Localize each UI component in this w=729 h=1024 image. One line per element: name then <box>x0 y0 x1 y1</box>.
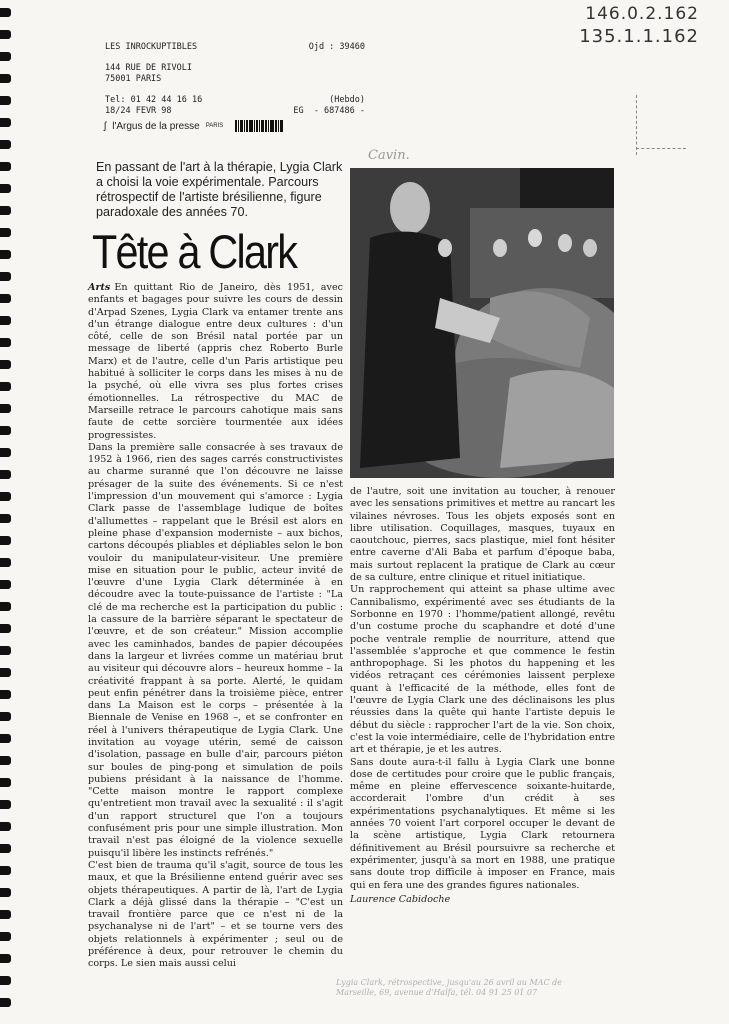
pencil-note: Cavin. <box>368 148 410 163</box>
spiral-ring <box>0 668 11 677</box>
spiral-ring <box>0 910 11 919</box>
author-signature: Laurence Cabidoche <box>350 893 451 905</box>
agency-name: l'Argus de la presse <box>112 120 200 132</box>
spiral-ring <box>0 976 11 985</box>
article-photo <box>350 168 614 478</box>
section-label: Arts <box>88 282 111 293</box>
spiral-ring <box>0 844 11 853</box>
barcode-icon <box>235 120 283 132</box>
publication-name: LES INROCKUPTIBLES <box>105 42 198 52</box>
spiral-ring <box>0 118 11 127</box>
spiral-ring <box>0 602 11 611</box>
agency-city: PARIS <box>205 123 224 129</box>
spiral-ring <box>0 404 11 413</box>
spiral-ring <box>0 954 11 963</box>
spiral-ring <box>0 580 11 589</box>
spiral-ring <box>0 382 11 391</box>
spiral-ring <box>0 338 11 347</box>
spiral-ring <box>0 360 11 369</box>
spiral-ring <box>0 690 11 699</box>
argus-logo-icon: ʃ <box>104 120 107 132</box>
issue-date: 18/24 FEVR 98 <box>105 106 172 116</box>
spiral-ring <box>0 250 11 259</box>
spiral-ring <box>0 998 11 1007</box>
spiral-ring <box>0 492 11 501</box>
crop-mark-vertical <box>636 95 637 155</box>
article-column-1 <box>88 282 343 971</box>
spiral-ring <box>0 888 11 897</box>
spiral-ring <box>0 272 11 281</box>
spiral-ring <box>0 8 11 17</box>
spiral-ring <box>0 448 11 457</box>
spiral-ring <box>0 52 11 61</box>
spiral-ring <box>0 712 11 721</box>
argus-stamp <box>104 120 283 132</box>
spiral-ring <box>0 294 11 303</box>
address-line-2: 75001 PARIS <box>105 74 162 84</box>
spiral-ring <box>0 426 11 435</box>
photo-illustration <box>350 168 614 478</box>
crop-mark-horizontal <box>636 148 686 149</box>
address-line-1: 144 RUE DE RIVOLI <box>105 63 192 73</box>
spiral-ring <box>0 228 11 237</box>
spiral-ring <box>0 536 11 545</box>
spiral-ring <box>0 778 11 787</box>
paragraph-3: C'est bien de trauma qu'il s'agit, source de tous les maux, et que la Brésilienne entend guérir avec ses objets thérapeutiques. A partir de là, l'art de Lygia Clark a déjà glissé dans la thérapie – "C'est un travail frontière parce que ce n'est ni de la psychanalyse ni de l'art" – et se tourne vers des objets relationnels à expérimenter ; seul ou de préférence à deux, pour retrouver le chemin du corps. Le sien mais aussi celui <box>88 859 343 970</box>
frequency: (Hebdo) <box>329 95 365 105</box>
handwritten-reference-1: 146.0.2.162 <box>585 4 699 24</box>
spiral-ring <box>0 184 11 193</box>
spiral-ring <box>0 514 11 523</box>
spiral-ring <box>0 558 11 567</box>
paragraph-1 <box>88 282 343 442</box>
paragraph-1-text: En quittant Rio de Janeiro, dès 1951, avec enfants et bagages pour suivre les cours de dessin d'Arpad Szenes, Lygia Clark va entamer trente ans d'un étrange dialogue entre deux cultures : d'un côté, celle de son Brésil natal portée par un message de liberté (appris chez Roberto Burle Marx) et de l'autre, celle d'un Paris artistique peu habitué à solliciter le corps dans les mises à nu de la psyché, où elle vivra ses plus fortes crises émotionnelles. La rétrospective du MAC de Marseille retrace le parcours cahotique mais sans faute de cette sorcière tourmentée aux idées progressistes. <box>88 282 343 441</box>
article-lead: En passant de l'art à la thérapie, Lygia Clark a choisi la voie expérimentale. Parcours rétrospectif de l'artiste brésilienne, figure paradoxale des années 70. <box>96 160 343 219</box>
spiral-ring <box>0 800 11 809</box>
ojd-number: Ojd : 39460 <box>308 42 365 52</box>
spiral-ring <box>0 162 11 171</box>
paragraph-5: Un rapprochement qui atteint sa phase ultime avec Cannibalismo, expérimenté avec ses étudiants de la Sorbonne en 1970 : l'homme/patient allongé, revêtu d'un costume proche du scaphandre et doté d'une poche ventrale remplie de nourriture, attend que l'assemblée s'approche et que commence le festin anthropophage. Si les photos du happening et les vidéos retraçant ces cérémonies laissent perplexe quant à l'efficacité de la méthode, elles font de l'œuvre de Lygia Clark une des déclinaisons les plus réussies dans la quête qui hante l'artiste depuis le début du siècle : rapprocher l'art de la vie. Son choix, c'est la voie intermédiaire, celle de l'hybridation entre art et thérapie, je et les autres. <box>350 584 615 756</box>
article-column-2 <box>350 486 615 906</box>
spiral-ring <box>0 646 11 655</box>
phone: Tel: 01 42 44 16 16 <box>105 95 203 105</box>
spiral-ring <box>0 624 11 633</box>
spiral-ring <box>0 96 11 105</box>
press-clipping-header <box>105 42 365 117</box>
spiral-ring <box>0 734 11 743</box>
reference-number: EG - 687486 - <box>293 106 365 116</box>
spiral-ring <box>0 756 11 765</box>
spiral-ring <box>0 74 11 83</box>
spiral-ring <box>0 866 11 875</box>
spiral-binding <box>0 0 14 1024</box>
paragraph-4: de l'autre, soit une invitation au toucher, à renouer avec les sensations primitives et mettre au rancart les vilaines névroses. Tous les objets exposés sont en libre utilisation. Coquillages, masques, tuyaux en caoutchouc, pierres, sacs plastique, miel font hésiter entre caverne d'Ali Baba et parfum d'époque baba, mais surtout replacent la pratique de Clark au cœur de sa culture, entre clinique et rituel initiatique. <box>350 486 615 584</box>
spiral-ring <box>0 30 11 39</box>
spiral-ring <box>0 822 11 831</box>
handwritten-reference-2: 135.1.1.162 <box>579 26 699 47</box>
exhibition-caption: Lygia Clark, rétrospective, jusqu'au 26 avril au MAC de Marseille, 69, avenue d'Haïfa, tél. 04 91 25 01 07 <box>336 978 562 997</box>
paragraph-6: Sans doute aura-t-il fallu à Lygia Clark une bonne dose de certitudes pour croire que le public français, même en pleine effervescence soixante-huitarde, accorderait l'ombre d'un crédit à ses expérimentations psychanalytiques. Et même si les années 70 voient l'art corporel occuper le devant de la scène artistique, Lygia Clark retournera définitivement au Brésil poursuivre sa recherche et expérimenter, jusqu'à sa mort en 1988, une pratique sans doute trop difficile à imposer en France, mais qui en fera une des grandes figures nationales. <box>350 756 615 891</box>
paragraph-2: Dans la première salle consacrée à ses travaux de 1952 à 1966, rien des sages carrés constructivistes au charme suranné que l'on découvre ne laisse présager de la suite des événements. Si ce n'est l'impression d'un mouvement qui s'amorce : Lygia Clark passe de l'assemblage ludique de boîtes d'allumettes – rappelant que le Brésil est alors en pleine phase d'expansion moderniste – aux bichos, cartons découpés pliables et dépliables selon le bon vouloir du manipulateur-visiteur. Une première mise en situation pour le public, acteur invité de l'œuvre d'une Lygia Clark déterminée à en découdre avec la toute-puissance de l'artiste : "La clé de ma recherche est la participation du public : la cassure de la barrière séparant le spectateur de l'œuvre, et de son créateur." Mission accomplie avec les caminhados, bandes de papier découpées dans la largeur et livrées comme un matériau brut au visiteur qui découvre alors – heureux homme – la créativité frappant à sa porte. Alerté, le quidam peut enfin pénétrer dans la troisième pièce, entrer dans La Maison est le corps – présentée à la Biennale de Venise en 1968 –, et se confronter en réel à l'univers thérapeutique de Lygia Clark. Une invitation au voyage utérin, semé de caisson d'isolation, passage en bulle d'air, parcours piéton sur boules de ping-pong et simulation de poils pubiens présidant à la naissance de l'homme. "Cette maison montre le rapport complexe qu'entretient mon travail avec la sexualité : il s'agit d'un rapport structurel que l'on a toujours confusément pris pour une simple illustration. Mon travail n'est pas éloigné de la violence sexuelle puisqu'il libère les instincts refrénés." <box>88 441 343 859</box>
spiral-ring <box>0 206 11 215</box>
spiral-ring <box>0 932 11 941</box>
spiral-ring <box>0 470 11 479</box>
spiral-ring <box>0 316 11 325</box>
article-headline: Tête à Clark <box>92 225 297 278</box>
spiral-ring <box>0 140 11 149</box>
